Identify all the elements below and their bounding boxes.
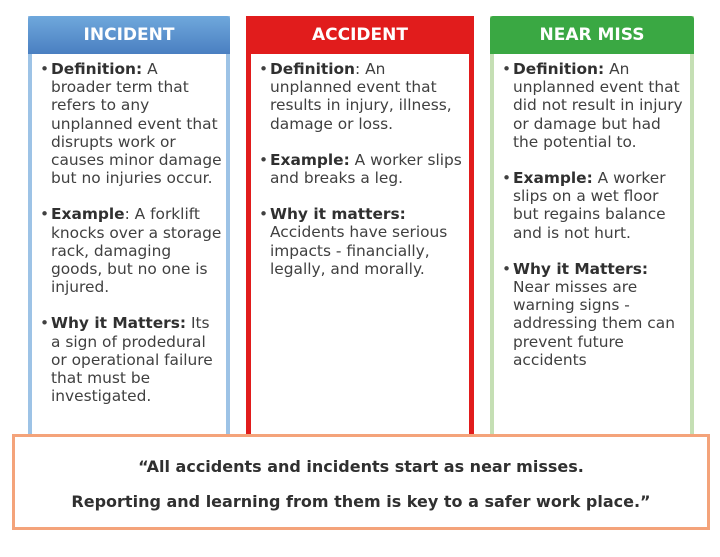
item-text: A broader term that refers to any unplanned event that disrupts work or causes minor damage but no injuries occur.	[51, 60, 222, 188]
accident-header: ACCIDENT	[246, 16, 474, 54]
item-label: Why it Matters:	[51, 314, 187, 333]
near-miss-example	[502, 169, 686, 242]
incident-why-it-matters	[40, 314, 222, 405]
item-text: A worker slips on a wet floor but regains balance and is not hurt.	[513, 169, 666, 242]
quote-line-1: “All accidents and incidents start as near misses.	[138, 457, 584, 476]
near-miss-header: NEAR MISS	[490, 16, 694, 54]
item-text: Accidents have serious impacts - financially, legally, and morally.	[270, 223, 448, 278]
item-text: Its a sign of prodedural or operational failure that must be investigated.	[51, 314, 213, 406]
accident-body	[251, 54, 469, 452]
item-label: Why it Matters:	[513, 259, 649, 278]
incident-body	[32, 54, 226, 452]
item-label: Why it matters:	[270, 205, 406, 224]
incident-header: INCIDENT	[28, 16, 230, 54]
near-miss-definition	[502, 60, 686, 151]
item-text: A worker slips and breaks a leg.	[270, 150, 462, 188]
item-text: Near misses are warning signs - addressing them can prevent future accidents	[513, 278, 675, 369]
incident-example	[40, 205, 222, 296]
accident-definition	[259, 60, 465, 133]
item-label: Definition:	[51, 60, 143, 78]
accident-column	[246, 16, 474, 452]
item-label: Definition	[270, 60, 356, 78]
incident-column	[28, 16, 230, 452]
item-label: Example:	[513, 169, 593, 188]
item-label: Example:	[270, 150, 350, 169]
accident-why-it-matters	[259, 205, 465, 278]
item-text: An unplanned event that did not result in injury or damage but had the potential to.	[513, 60, 683, 151]
accident-example	[259, 151, 465, 187]
near-miss-column	[490, 16, 694, 452]
near-miss-why-it-matters	[502, 260, 686, 369]
item-text: : An unplanned event that results in injury, illness, damage or loss.	[270, 60, 452, 133]
incident-definition	[40, 60, 222, 187]
quote-box	[12, 434, 710, 530]
item-label: Definition:	[513, 60, 605, 78]
item-label: Example	[51, 205, 125, 224]
near-miss-body	[494, 54, 690, 452]
item-text: : A forklift knocks over a storage rack, damaging goods, but no one is injured.	[51, 205, 222, 297]
quote-line-2: Reporting and learning from them is key to a safer work place.”	[71, 492, 651, 511]
